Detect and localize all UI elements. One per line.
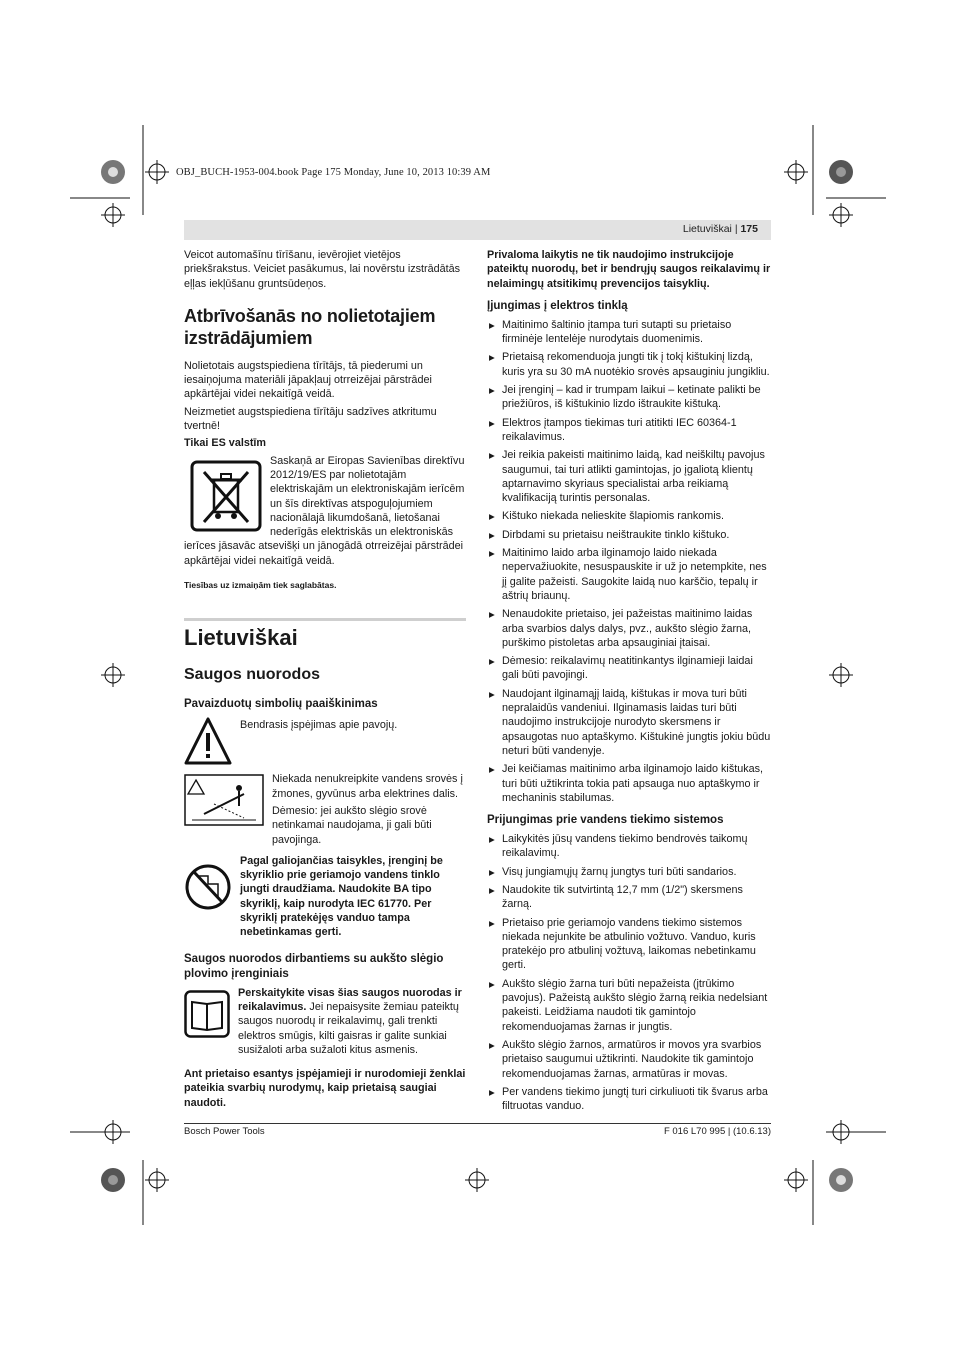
- list-item: ▶ Aukšto slėgio žarnos, armatūros ir movos yra svarbios prietaiso saugumui užtikrinti. Naudokite tik gamintojo rekomenduojamas žarnas, armatūras ir movas.: [487, 1038, 771, 1081]
- intro-text: Veicot automašīnu tīrīšanu, ievērojiet vietējos priekšrakstus. Veiciet pasākumus, lai novērstu izstrādātās eļļas iekļūšanu gruntsūdeņos.: [184, 249, 461, 290]
- list-item: ▶ Naudojant ilginamąjį laidą, kištukas ir mova turi būti nepralaidūs vandeniui. Ilginamasis laidas turi būti naudojimo instrukcijoje nurodyto skersmens ir apsaugotas nuo aptaškymo. Kištukinė jungtis jokiu būdu neturi būti vandenyje.: [487, 687, 771, 758]
- safety-title: Saugos nuorodos: [184, 666, 320, 684]
- list-item: ▶ Aukšto slėgio žarna turi būti nepažeista (įtrūkimo pavojus). Pažeistą aukšto slėgio žarną reikia nedelsiant pakeisti. Leidžiama naudoti tik gamintojo rekomenduojamas žarnas ir jungtis.: [487, 977, 771, 1034]
- water-jet-warning-icon: [184, 774, 264, 826]
- read-instructions-bold: Perskaitykite visas šias saugos nuorodas ir reikalavimus.: [238, 986, 462, 1013]
- water-list: [487, 832, 771, 1113]
- header-language: Lietuviškai: [682, 223, 732, 235]
- disposal-paragraph-2: Neizmetiet augstspiediena tīrītāju sadzīves atkritumu tvertnē!: [184, 405, 437, 433]
- print-slug: OBJ_BUCH-1953-004.book Page 175 Monday, June 10, 2013 10:39 AM: [176, 167, 491, 178]
- page-header: [683, 223, 758, 235]
- symbol-water-jet: [184, 772, 468, 849]
- symbol-2a-text: Niekada nenukreipkite vandens srovės į žmones, gyvūnus arba elektrines dalis.: [272, 773, 463, 800]
- read-instructions-block: [184, 986, 468, 1057]
- language-title: Lietuviškai: [184, 625, 298, 651]
- list-item: ▶ Jei reikia pakeisti maitinimo laidą, kad neiškiltų pavojus saugumui, tai turi atlikti gamintojas, jo įgaliotą klientų aptarnavimo skyriaus specialistai arba reikiamą kvalifikaciją turintis personalas.: [487, 448, 771, 505]
- disposal-paragraph-1: Nolietotais augstspiediena tīrītājs, tā piederumi un iesaiņojuma materiāli jāpakļauj otrreizējai pārstrādei apkārtējai videi nekaitīgā veidā.: [184, 359, 432, 401]
- no-drinking-water-connection-icon: [184, 862, 232, 912]
- water-title: Prijungimas prie vandens tiekimo sistemos: [487, 814, 724, 827]
- list-item: ▶ Maitinimo šaltinio įtampa turi sutapti su prietaiso firminėje lentelėje nurodytais duomenimis.: [487, 318, 771, 347]
- right-intro: Privaloma laikytis ne tik naudojimo instrukcijoje pateiktų nuorodų, bet ir bendrųjų saugos reikalavimų ir nelaimingų atsitikimų prevencijos taisyklių.: [487, 249, 771, 290]
- footer-brand: Bosch Power Tools: [184, 1126, 265, 1137]
- right-column: [487, 248, 771, 1117]
- footer-doc-id: F 016 L70 995 | (10.6.13): [663, 1126, 771, 1137]
- symbol-3-text: Pagal galiojančias taisykles, įrenginį be skyriklio prie geriamojo vandens tinklo jungti draudžiama. Naudokite BA tipo skyriklį, kaip nurodyta IEC 61770. Per skyriklį pratekėjęs vanduo tampa nebetinkamas gerti.: [240, 854, 443, 939]
- rights-reserved: Tiesības uz izmaiņām tiek saglabātas.: [184, 580, 337, 591]
- list-item: ▶ Prietaiso prie geriamojo vandens tiekimo sistemos niekada nejunkite be atbulinio vožtuvo. Vanduo, kuris pratekėjo pro atbulinį vožtuvą, laikomas nebetinkamu gerti.: [487, 916, 771, 973]
- list-item: ▶ Maitinimo laido arba ilginamojo laido niekada nepervažiuokite, nesuspauskite ir už jo netempkite, nes jį galite pažeisti. Saugokite laidą nuo karščio, tepalų ir aštrių briaunų.: [487, 546, 771, 603]
- list-item: ▶ Kištuko niekada nelieskite šlapiomis rankomis.: [487, 509, 771, 523]
- page-number: 175: [740, 223, 758, 235]
- read-instructions-text: Jei nepaisysite žemiau pateiktų saugos nuorodų ir reikalavimų, gali trenkti elektros smūgis, kilti gaisras ir galite sunkiai susižaloti arba sužaloti kitus asmenis.: [238, 1000, 459, 1056]
- list-item: ▶ Prietaisą rekomenduoja jungti tik į tokį kištukinį lizdą, kuris yra su 30 mA nuotėkio srovės apsauginiu jungikliu.: [487, 350, 771, 379]
- list-item: ▶ Naudokite tik sutvirtintą 12,7 mm (1/2") skersmens žarną.: [487, 883, 771, 912]
- list-item: ▶ Elektros įtampos tiekimas turi atitikti IEC 60364-1 reikalavimus.: [487, 416, 771, 445]
- power-list: [487, 318, 771, 805]
- list-item: ▶ Visų jungiamųjų žarnų jungtys turi būti sandarios.: [487, 865, 771, 879]
- eu-directive-text: Saskaņā ar Eiropas Savienības direktīvu 2012/19/ES par nolietotajām elektriskajām un elektroniskajām ierīcēm un šīs direktīvas atspoguļojumiem nacionālajā likumdošanā, lietošanai nederīgās elektriskās un elektroniskās ierīces jāsavāc atsevišķi un jānogādā otrreizējai pārstrādei apkārtējai videi nekaitīgā veidā.: [184, 454, 465, 567]
- list-item: ▶ Nenaudokite prietaiso, jei pažeistas maitinimo laidas arba svarbios dalys dalys, pvz., aukšto slėgio žarna, purškimo pistoletas arba apsauginiai įtaisai.: [487, 607, 771, 650]
- weee-bin-icon: [190, 460, 262, 532]
- header-separator: |: [734, 223, 738, 235]
- workers-title: Saugos nuorodos dirbantiems su aukšto slėgio plovimo įrenginiais: [184, 952, 444, 980]
- power-title: Įjungimas į elektros tinklą: [487, 299, 628, 312]
- eu-only-label: Tikai ES valstīm: [184, 437, 267, 450]
- warning-triangle-icon: [184, 716, 232, 766]
- symbol-no-drinking-water: [184, 854, 468, 940]
- list-item: ▶ Laikykitės jūsų vandens tiekimo bendrovės taikomų reikalavimų.: [487, 832, 771, 861]
- symbol-2b-text: Dėmesio: jei aukšto slėgio srovė netinkamai naudojama, ji gali būti pavojinga.: [272, 804, 432, 846]
- list-item: ▶ Dirbdami su prietaisu neištraukite tinklo kištuko.: [487, 528, 771, 542]
- disposal-heading: Atbrīvošanās no nolietotajiem izstrādājumiem: [184, 305, 436, 348]
- symbols-title: Pavaizduotų simbolių paaiškinimas: [184, 698, 378, 711]
- section-rule: [184, 618, 466, 621]
- list-item: ▶ Jei įrenginį – kad ir trumpam laikui – ketinate palikti be priežiūros, iš kištukinio lizdo ištraukite kištuką.: [487, 383, 771, 412]
- left-column: [184, 248, 468, 1113]
- list-item: ▶ Per vandens tiekimo jungtį turi cirkuliuoti tik švarus arba filtruotas vanduo.: [487, 1085, 771, 1114]
- symbol-1-text: Bendrasis įspėjimas apie pavojų.: [240, 719, 398, 732]
- read-manual-icon: [184, 990, 230, 1038]
- list-item: ▶ Dėmesio: reikalavimų neatitinkantys ilginamieji laidai gali būti pavojingi.: [487, 654, 771, 683]
- device-signs-warning: Ant prietaiso esantys įspėjamieji ir nurodomieji ženklai pateikia svarbių nurodymų, kaip prietaisą saugiai naudoti.: [184, 1068, 466, 1109]
- footer-rule: [184, 1123, 771, 1124]
- list-item: ▶ Jei keičiamas maitinimo arba ilginamojo laido kištukas, turi būti užtikrinta tokia pati apsauga nuo aptaškymo ir mechaninis stabilumas.: [487, 762, 771, 805]
- symbol-general-warning: [184, 716, 468, 766]
